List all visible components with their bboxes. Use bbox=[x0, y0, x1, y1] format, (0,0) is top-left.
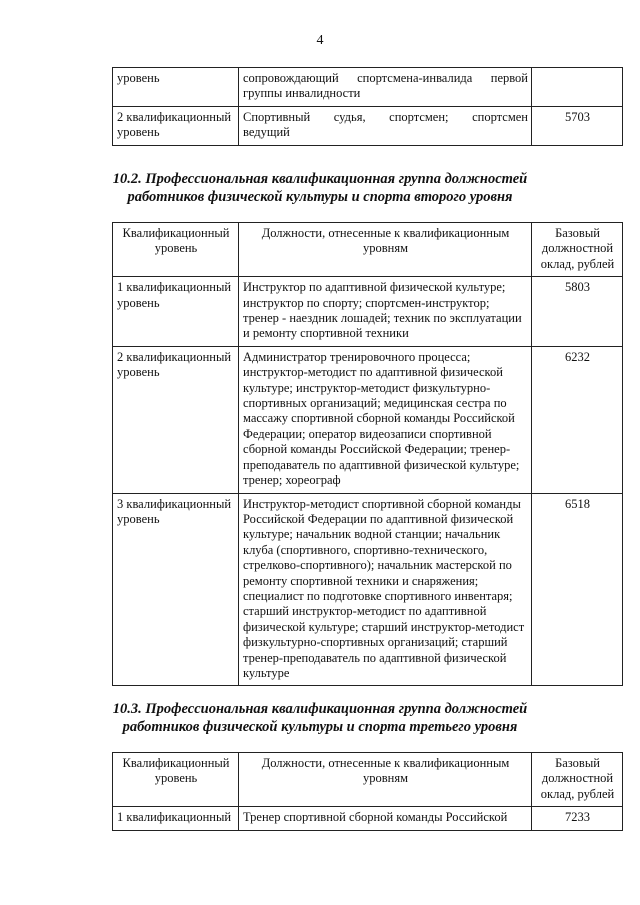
level-cell: 2 квалификационный уровень bbox=[113, 106, 239, 145]
header-level: Квалификационный уровень bbox=[113, 223, 239, 277]
table-header-row bbox=[113, 223, 623, 277]
table-row bbox=[113, 346, 623, 493]
positions-line: Спортивный судья, спортсмен; спортсмен bbox=[243, 109, 528, 124]
positions-cell: Администратор тренировочного процесса; инструктор-методист по адаптивной физической культуре; инструктор-методист физкультурно-спортивных организаций; медицинская сестра по массажу спортивной сборной команды Российской Федерации; оператор видеозаписи спортивной сборной команды Российской Федерации; тренер-преподаватель по адаптивной физической культуре; тренер; хореограф bbox=[239, 346, 532, 493]
heading-line: 10.2. Профессиональная квалификационная группа должностей bbox=[112, 171, 528, 187]
level-cell: 2 квалификационный уровень bbox=[113, 346, 239, 493]
header-positions: Должности, отнесенные к квалификационным уровням bbox=[239, 223, 532, 277]
table-row bbox=[113, 493, 623, 686]
level-cell: 3 квалификационный уровень bbox=[113, 493, 239, 686]
positions-cell bbox=[239, 68, 532, 107]
table-row bbox=[113, 277, 623, 347]
header-positions: Должности, отнесенные к квалификационным уровням bbox=[239, 753, 532, 807]
salary-cell: 7233 bbox=[532, 807, 623, 830]
section-heading-10-3 bbox=[0, 700, 640, 736]
table-10-2 bbox=[112, 222, 623, 686]
salary-cell bbox=[532, 68, 623, 107]
table-continuation bbox=[112, 67, 623, 146]
positions-line: группы инвалидности bbox=[243, 86, 361, 101]
positions-cell bbox=[239, 106, 532, 145]
salary-cell: 6518 bbox=[532, 493, 623, 686]
positions-line: ведущий bbox=[243, 125, 290, 140]
table-row bbox=[113, 106, 623, 145]
table-header-row bbox=[113, 753, 623, 807]
level-cell: 1 квалификационный уровень bbox=[113, 277, 239, 347]
heading-line: 10.3. Профессиональная квалификационная группа должностей bbox=[112, 701, 528, 717]
table-10-3 bbox=[112, 752, 623, 831]
level-cell: уровень bbox=[113, 68, 239, 107]
salary-cell: 6232 bbox=[532, 346, 623, 493]
header-salary: Базовый должностной оклад, рублей bbox=[532, 223, 623, 277]
positions-cell: Инструктор-методист спортивной сборной команды Российской Федерации по адаптивной физической культуре; начальник водной станции; начальник клуба (спортивного, спортивно-технического, стрелково-спортивного); начальник мастерской по ремонту спортивной техники и снаряжения; специалист по подготовке спортивного инвентаря; старший инструктор-методист по адаптивной физической культуре; старший инструктор-методист физкультурно-спортивных организаций; старший тренер-преподаватель по адаптивной физической культуре bbox=[239, 493, 532, 686]
table-row bbox=[113, 68, 623, 107]
header-salary: Базовый должностной оклад, рублей bbox=[532, 753, 623, 807]
heading-line: работников физической культуры и спорта третьего уровня bbox=[122, 719, 518, 735]
salary-cell: 5803 bbox=[532, 277, 623, 347]
section-heading-10-2 bbox=[0, 170, 640, 206]
page-number: 4 bbox=[316, 33, 324, 48]
positions-line: сопровождающий спортсмена-инвалида первой bbox=[243, 71, 528, 85]
heading-line: работников физической культуры и спорта второго уровня bbox=[127, 189, 513, 205]
salary-cell: 5703 bbox=[532, 106, 623, 145]
header-level: Квалификационный уровень bbox=[113, 753, 239, 807]
table-row bbox=[113, 807, 623, 830]
positions-cell: Тренер спортивной сборной команды Российской bbox=[239, 807, 532, 830]
positions-cell: Инструктор по адаптивной физической культуре; инструктор по спорту; спортсмен-инструктор; тренер - наездник лошадей; техник по эксплуатации и ремонту спортивной техники bbox=[239, 277, 532, 347]
level-cell: 1 квалификационный bbox=[113, 807, 239, 830]
